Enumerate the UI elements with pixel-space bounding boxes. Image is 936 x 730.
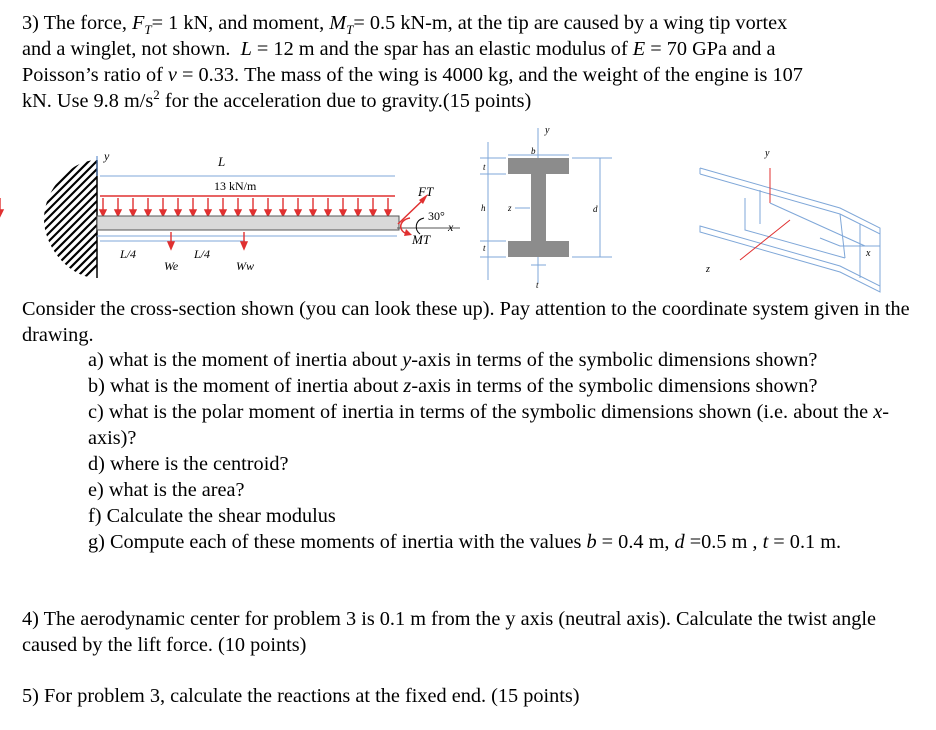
p3-line-3: Poisson’s ratio of ν = 0.33. The mass of the wing is 4000 kg, and the weight of the engine is 107: [22, 64, 803, 86]
part-d: d) where is the centroid?: [88, 453, 289, 475]
p3-line-1: 3) The force, $F_T= 1$ kN, and moment, $M_T= 0.5$ kN-m, at the tip are caused by a wing tip vortex: [22, 12, 788, 38]
beam-y-axis-label: y: [104, 149, 110, 163]
part-c: c) what is the polar moment of inertia in terms of the symbolic dimensions shown (i.e. about the x-axis)?: [88, 401, 889, 449]
problem-3-parts: [88, 347, 918, 555]
section-z-label: z: [508, 203, 512, 213]
length-label: L: [218, 154, 226, 169]
part-f: f) Calculate the shear modulus: [88, 505, 336, 527]
part-b: b) what is the moment of inertia about z-axis in terms of the symbolic dimensions shown?: [88, 375, 818, 397]
problem-3-intro: [22, 10, 922, 114]
section-t-web-label: t: [536, 280, 539, 290]
part-g: g) Compute each of these moments of inertia with the values b = 0.4 m, d =0.5 m , t = 0.1 m.: [88, 531, 842, 553]
tip-force-label: FT: [418, 184, 434, 199]
p3-line-4: kN. Use 9.8 $m/s^2$ for the acceleration due to gravity.(15 points): [22, 87, 532, 112]
wing-weight-label: Ww: [236, 259, 254, 273]
quarter-length-label-1: L/4: [120, 247, 137, 261]
p3-line-2: and a winglet, not shown. L = 12 m and the spar has an elastic modulus of E = 70 GPa and a: [22, 38, 776, 60]
part-a: a) what is the moment of inertia about y-axis in terms of the symbolic dimensions shown?: [88, 349, 818, 371]
beam: [97, 216, 399, 230]
section-d-label: d: [593, 204, 598, 214]
fixed-wall-hatch: [30, 128, 100, 296]
quarter-length-label-2: L/4: [194, 247, 211, 261]
section-y-label: y: [545, 128, 550, 136]
isometric-beam-sketch: [700, 168, 880, 292]
angle-label: 30°: [428, 209, 445, 223]
iso-z-label: z: [706, 264, 710, 275]
i-beam-cross-section: [480, 128, 612, 290]
tip-moment-label: MT: [412, 232, 431, 247]
section-h-label: h: [481, 203, 486, 213]
iso-x-label: x: [866, 248, 871, 259]
consider-paragraph: Consider the cross-section shown (you can look these up). Pay attention to the coordinate system given in the drawing.: [22, 298, 910, 346]
iso-y-label: y: [765, 148, 770, 159]
part-e: e) what is the area?: [88, 479, 245, 501]
section-b-label: b: [531, 146, 536, 156]
section-t-top-label: t: [483, 162, 486, 172]
cantilever-beam-diagram: [0, 128, 460, 296]
distributed-load-label: 13 kN/m: [214, 179, 257, 193]
engine-weight-label: We: [164, 259, 179, 273]
problem-4: 4) The aerodynamic center for problem 3 is 0.1 m from the y axis (neutral axis). Calculate the twist angle caused by the lift force. (10 points): [22, 608, 876, 656]
problem-5: 5) For problem 3, calculate the reactions at the fixed end. (15 points): [22, 685, 580, 707]
problem-figure: [0, 128, 936, 296]
beam-x-axis-label: x: [448, 220, 454, 234]
section-t-bottom-label: t: [483, 243, 486, 253]
